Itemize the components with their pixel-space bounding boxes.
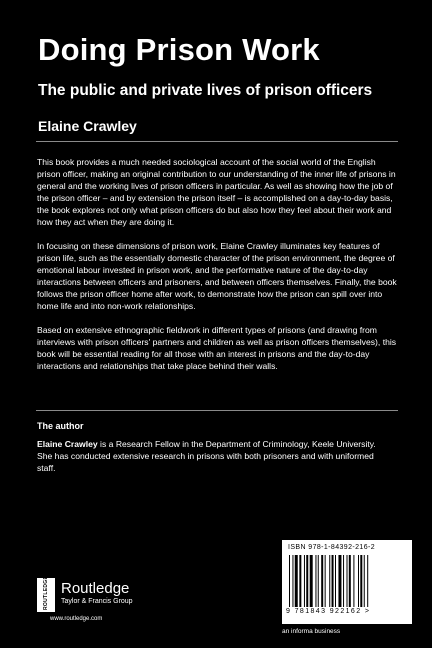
- barcode-bar: [304, 555, 305, 607]
- ean-digits: 9 781843 922162 >: [286, 608, 371, 615]
- about-author-text: [37, 438, 389, 474]
- description-paragraph: In focusing on these dimensions of prison work, Elaine Crawley illuminates key features of prison life, such as the essentially domestic character of the prison environment, the degree of emotional labour invested in prison work, and the performative nature of the day-to-day interactions between officers and prisoners, and between officers themselves. Finally, the book follows the prison officer home after work, to demonstrate how the prison can spill over into home life and into non-work relationships.: [37, 241, 397, 311]
- barcode-bar: [325, 555, 326, 607]
- barcode-bar: [367, 555, 368, 607]
- barcode-bar: [347, 555, 348, 607]
- book-subtitle: The public and private lives of prison officers: [38, 82, 373, 99]
- isbn-label: ISBN 978-1-84392-216-2: [288, 544, 376, 551]
- barcode-bar: [295, 555, 298, 607]
- description-paragraph: This book provides a much needed sociological account of the social world of the English prison officer, making an original contribution to our understanding of the inner life of prisons in general and the working lives of prison officers in particular. As well as showing how the job of the prison officer – and by extension the prison itself – is accomplished on a day-to-day basis, the book explores not only what prison officers do but also how they feel about their work and how they act when they are doing it.: [37, 157, 396, 227]
- barcode-bar: [338, 555, 341, 607]
- barcode-bar: [353, 555, 354, 607]
- barcode-bar: [335, 555, 336, 607]
- publisher-url: www.routledge.com: [50, 616, 103, 622]
- publisher-name: Routledge: [61, 580, 130, 597]
- barcode-bar: [310, 555, 313, 607]
- publisher-group: Taylor & Francis Group: [61, 598, 133, 605]
- author-name: Elaine Crawley: [37, 439, 98, 449]
- barcode-bar: [306, 555, 308, 607]
- barcode-bar: [289, 555, 290, 607]
- barcode-bar: [358, 555, 359, 607]
- description-paragraph: Based on extensive ethnographic fieldwork in different types of prisons (and drawing from interviews with prison officers' partners and children as well as prison officers themselves), this book will be essential reading for all those with an interest in prisons and the day-to-day interactions and relationships that take place behind their walls.: [37, 325, 397, 371]
- logo-text: ROUTLEDGE: [43, 575, 49, 610]
- barcode-bar: [360, 555, 362, 607]
- book-title: Doing Prison Work: [38, 32, 320, 67]
- divider-bottom: [36, 410, 398, 411]
- author-bio: is a Research Fellow in the Department of Criminology, Keele University. She has conducted extensive research in prisons with both prisoners and with uniformed staff.: [37, 439, 376, 473]
- barcode-bar: [318, 555, 319, 607]
- barcode-bar: [343, 555, 344, 607]
- divider-top: [36, 141, 398, 142]
- routledge-logo-icon: [37, 575, 55, 612]
- barcode-bar: [349, 555, 351, 607]
- barcode-bar: [329, 555, 330, 607]
- barcode-bar: [364, 555, 365, 607]
- barcode-bar: [321, 555, 323, 607]
- about-author-heading: The author: [37, 421, 84, 431]
- barcode-bar: [315, 555, 316, 607]
- barcode-bar: [332, 555, 334, 607]
- book-author: Elaine Crawley: [38, 118, 137, 134]
- barcode-bar: [299, 555, 301, 607]
- barcode-icon: [288, 555, 406, 607]
- informa-tagline: an informa business: [282, 628, 341, 635]
- book-description: [37, 156, 397, 384]
- barcode-bar: [292, 555, 293, 607]
- barcode-panel: [282, 540, 412, 624]
